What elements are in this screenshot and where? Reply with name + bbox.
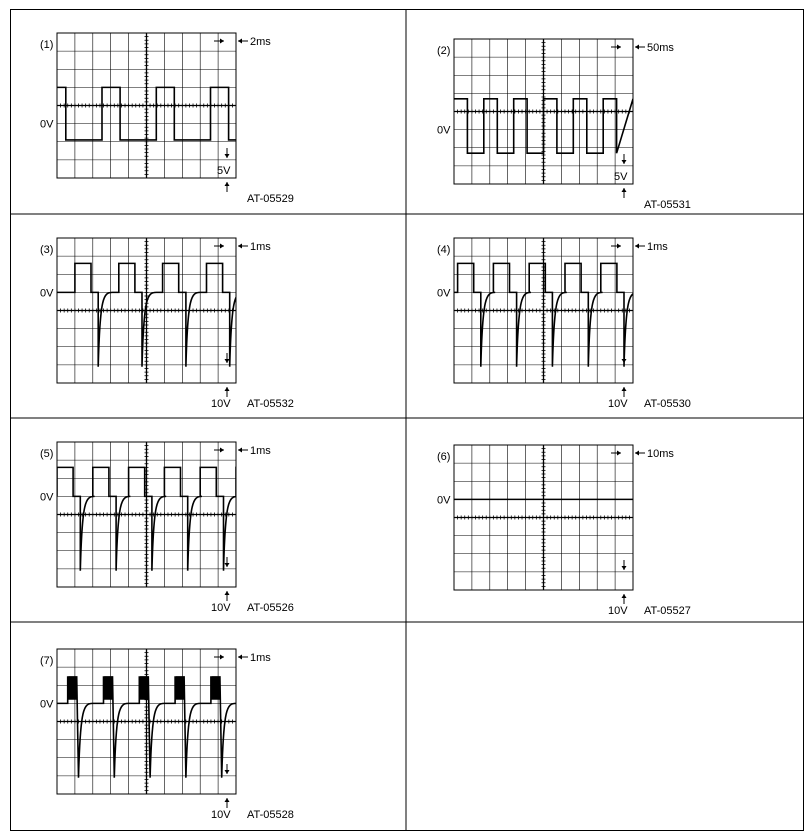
arrow-head [225,154,230,158]
arrow-head [220,244,224,249]
arrow-head [225,182,230,186]
zero-volt-label: 0V [437,124,451,137]
arrow-head [617,451,621,456]
figure-code-label: AT-05530 [644,398,691,410]
zero-volt-label: 0V [40,118,54,131]
volts-per-division-label: 10V [211,602,231,614]
time-per-division-label: 2ms [250,36,271,48]
figure-code-label: AT-05528 [247,809,294,821]
figure-code-label: AT-05531 [644,199,691,211]
arrow-head [225,359,230,363]
time-per-division-label: 1ms [250,445,271,457]
panel-index-label: (5) [40,448,54,460]
volts-per-division-label: 10V [608,605,628,617]
time-per-division-label: 1ms [647,241,668,253]
zero-volt-label: 0V [437,287,451,300]
panel-index-label: (3) [40,244,54,256]
volts-per-division-label: 10V [608,398,628,410]
arrow-head [238,39,242,44]
scope-panel [40,442,294,614]
volts-per-division-label: 5V [614,171,628,183]
arrow-head [238,655,242,660]
figure-code-label: AT-05527 [644,605,691,617]
arrow-head [225,387,230,391]
arrow-head [225,591,230,595]
arrow-head [238,448,242,453]
scope-panel [40,33,294,205]
volts-per-division-label: 10V [211,809,231,821]
panel-table [10,9,804,831]
arrow-head [635,244,639,249]
zero-volt-label: 0V [40,491,54,504]
figure-code-label: AT-05532 [247,398,294,410]
time-per-division-label: 50ms [647,42,674,54]
panel-index-label: (2) [437,45,451,57]
arrow-head [220,39,224,44]
arrow-head [225,798,230,802]
arrow-head [225,563,230,567]
zero-volt-label: 0V [437,494,451,507]
time-per-division-label: 1ms [250,652,271,664]
panel-index-label: (1) [40,39,54,51]
zero-volt-label: 0V [40,698,54,711]
arrow-head [622,566,627,570]
panel-index-label: (7) [40,655,54,667]
panel-index-label: (4) [437,244,451,256]
figure-code-label: AT-05529 [247,193,294,205]
time-per-division-label: 1ms [250,241,271,253]
scope-panel [40,649,294,821]
arrow-head [635,45,639,50]
time-per-division-label: 10ms [647,448,674,460]
arrow-head [622,160,627,164]
signal-trace [57,467,274,570]
arrow-head [225,770,230,774]
arrow-head [635,451,639,456]
scope-panel [437,238,691,410]
arrow-head [220,448,224,453]
volts-per-division-label: 10V [211,398,231,410]
scope-panel [437,445,691,617]
signal-trace [57,263,244,366]
signal-trace [454,263,638,366]
zero-volt-label: 0V [40,287,54,300]
scope-panel [437,39,691,211]
oscilloscope-figure [10,9,804,831]
arrow-head [238,244,242,249]
panel-index-label: (6) [437,451,451,463]
signal-trace [454,99,633,153]
arrow-head [220,655,224,660]
arrow-head [617,45,621,50]
arrow-head [622,359,627,363]
arrow-head [622,387,627,391]
arrow-head [617,244,621,249]
figure-code-label: AT-05526 [247,602,294,614]
arrow-head [622,594,627,598]
table-border [11,10,804,831]
arrow-head [622,188,627,192]
scope-panel [40,238,294,410]
volts-per-division-label: 5V [217,165,231,177]
